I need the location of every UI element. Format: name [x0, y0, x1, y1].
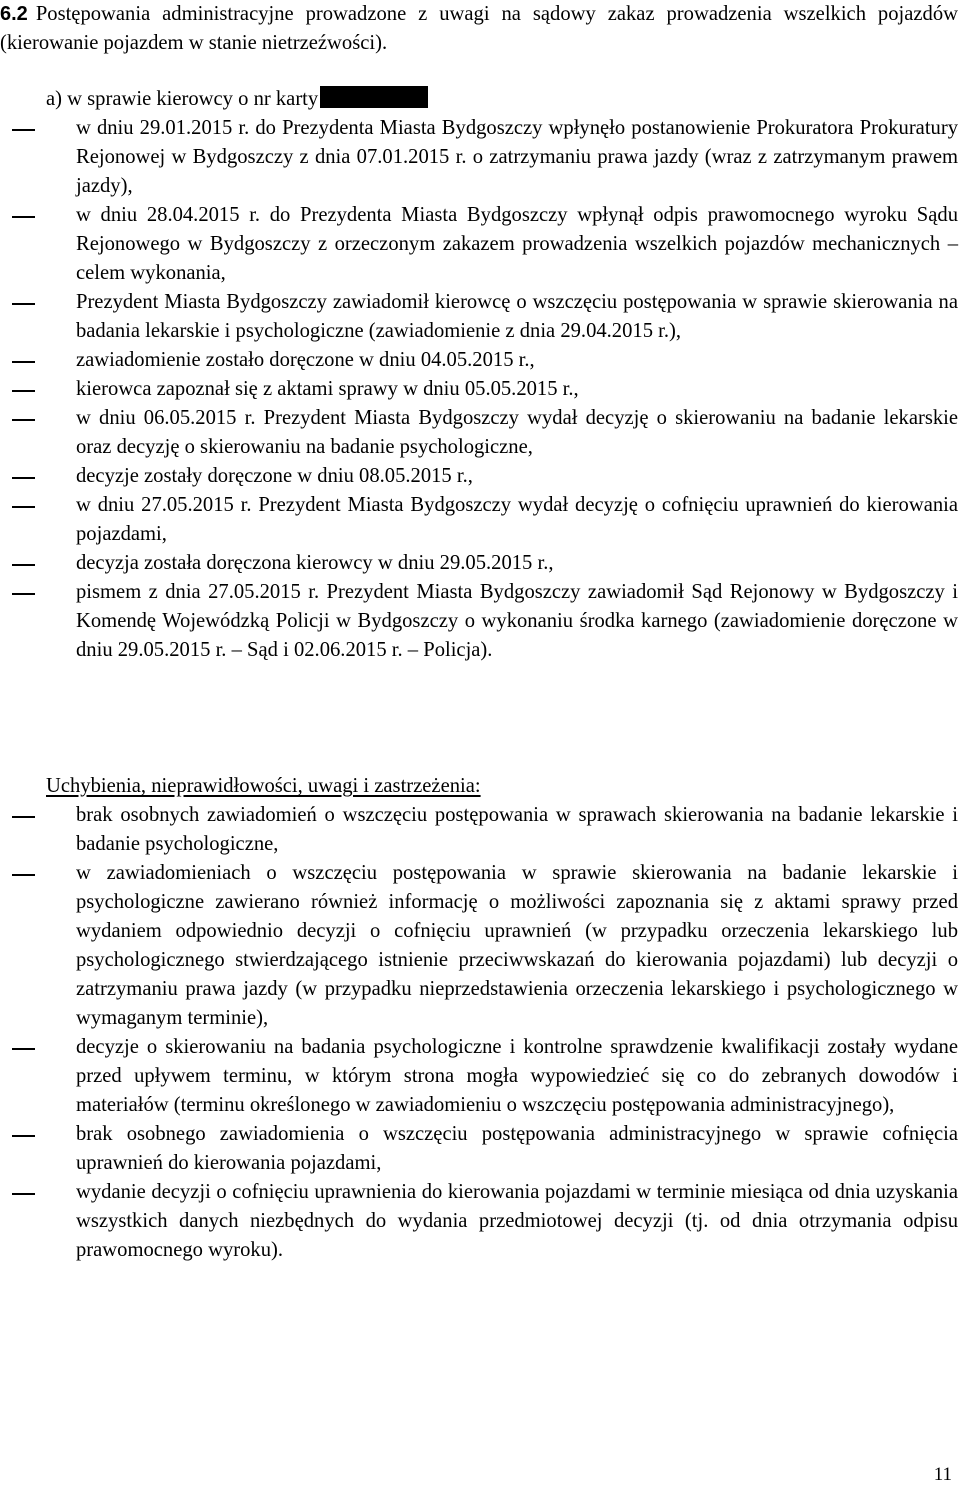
dash-bullet: [12, 1135, 35, 1137]
timeline-list: [0, 114, 958, 665]
redaction-block: [320, 86, 428, 108]
list-item: decyzje o skierowaniu na badania psychologiczne i kontrolne sprawdzenie kwalifikacji zostały wydane przed upływem terminu, w którym strona mogła wypowiedzieć się co do zebranych dowodów i materiałów (terminu określonego w zawiadomieniu o wszczęciu postępowania administracyjnego),: [0, 1033, 958, 1120]
section-heading: [0, 0, 958, 58]
dash-bullet: [12, 419, 35, 421]
dash-bullet: [12, 506, 35, 508]
list-item: kierowca zapoznał się z aktami sprawy w dniu 05.05.2015 r.,: [0, 375, 958, 404]
findings-list: [0, 801, 958, 1265]
dash-bullet: [12, 874, 35, 876]
list-item: brak osobnego zawiadomienia o wszczęciu postępowania administracyjnego w sprawie cofnięcia uprawnień do kierowania pojazdami,: [0, 1120, 958, 1178]
list-item: decyzja została doręczona kierowcy w dniu 29.05.2015 r.,: [0, 549, 958, 578]
page-number: 11: [933, 1464, 952, 1485]
list-item: w dniu 06.05.2015 r. Prezydent Miasta Bydgoszczy wydał decyzję o skierowaniu na badanie lekarskie oraz decyzję o skierowaniu na badanie psychologiczne,: [0, 404, 958, 462]
dash-bullet: [12, 1193, 35, 1195]
dash-bullet: [12, 129, 35, 131]
subsection-text: a) w sprawie kierowcy o nr karty: [46, 88, 319, 110]
dash-bullet: [12, 593, 35, 595]
list-item: w dniu 28.04.2015 r. do Prezydenta Miasta Bydgoszczy wpłynął odpis prawomocnego wyroku Sądu Rejonowego w Bydgoszczy z orzeczonym zakazem prowadzenia wszelkich pojazdów mechanicznych – celem wykonania,: [0, 201, 958, 288]
dash-bullet: [12, 477, 35, 479]
dash-bullet: [12, 303, 35, 305]
list-item: decyzje zostały doręczone w dniu 08.05.2015 r.,: [0, 462, 958, 491]
dash-bullet: [12, 361, 35, 363]
list-item: wydanie decyzji o cofnięciu uprawnienia do kierowania pojazdami w terminie miesiąca od dnia uzyskania wszystkich danych niezbędnych do wydania przedmiotowej decyzji (tj. od dnia otrzymania odpisu prawomocnego wyroku).: [0, 1178, 958, 1265]
list-item: w dniu 29.01.2015 r. do Prezydenta Miasta Bydgoszczy wpłynęło postanowienie Prokuratora Prokuratury Rejonowej w Bydgoszczy z dnia 07.01.2015 r. o zatrzymaniu prawa jazdy (wraz z zatrzymanym prawem jazdy),: [0, 114, 958, 201]
dash-bullet: [12, 1048, 35, 1050]
dash-bullet: [12, 390, 35, 392]
list-item: w zawiadomieniach o wszczęciu postępowania w sprawie skierowania na badanie lekarskie i psychologiczne zawierano również informację o możliwości zapoznania się z aktami sprawy przed wydaniem odpowiednio decyzji o cofnięciu uprawnień (w przypadku orzeczenia lekarskiego lub psychologicznego stwierdzającego istnienie przeciwwskazań do kierowania pojazdami) lub decyzji o zatrzymaniu prawa jazdy (w przypadku nieprzedstawienia orzeczenia lekarskiego i psychologicznego w wymaganym terminie),: [0, 859, 958, 1033]
dash-bullet: [12, 564, 35, 566]
list-item: brak osobnych zawiadomień o wszczęciu postępowania w sprawach skierowania na badanie lekarskie i badanie psychologiczne,: [0, 801, 958, 859]
section-number: 6.2: [0, 3, 28, 25]
list-item: pismem z dnia 27.05.2015 r. Prezydent Miasta Bydgoszczy zawiadomił Sąd Rejonowy w Bydgoszczy i Komendę Wojewódzką Policji w Bydgoszczy o wykonaniu środka karnego (zawiadomienie doręczone w dniu 29.05.2015 r. – Sąd i 02.06.2015 r. – Policja).: [0, 578, 958, 665]
list-item: Prezydent Miasta Bydgoszczy zawiadomił kierowcę o wszczęciu postępowania w sprawie skierowania na badania lekarskie i psychologiczne (zawiadomienie z dnia 29.04.2015 r.),: [0, 288, 958, 346]
dash-bullet: [12, 816, 35, 818]
findings-heading: Uchybienia, nieprawidłowości, uwagi i zastrzeżenia:: [46, 775, 481, 797]
dash-bullet: [12, 216, 35, 218]
section-title: Postępowania administracyjne prowadzone z uwagi na sądowy zakaz prowadzenia wszelkich pojazdów (kierowanie pojazdem w stanie nietrzeźwości).: [0, 3, 958, 54]
list-item: w dniu 27.05.2015 r. Prezydent Miasta Bydgoszczy wydał decyzję o cofnięciu uprawnień do kierowania pojazdami,: [0, 491, 958, 549]
list-item: zawiadomienie zostało doręczone w dniu 04.05.2015 r.,: [0, 346, 958, 375]
subsection-label: [46, 85, 428, 114]
